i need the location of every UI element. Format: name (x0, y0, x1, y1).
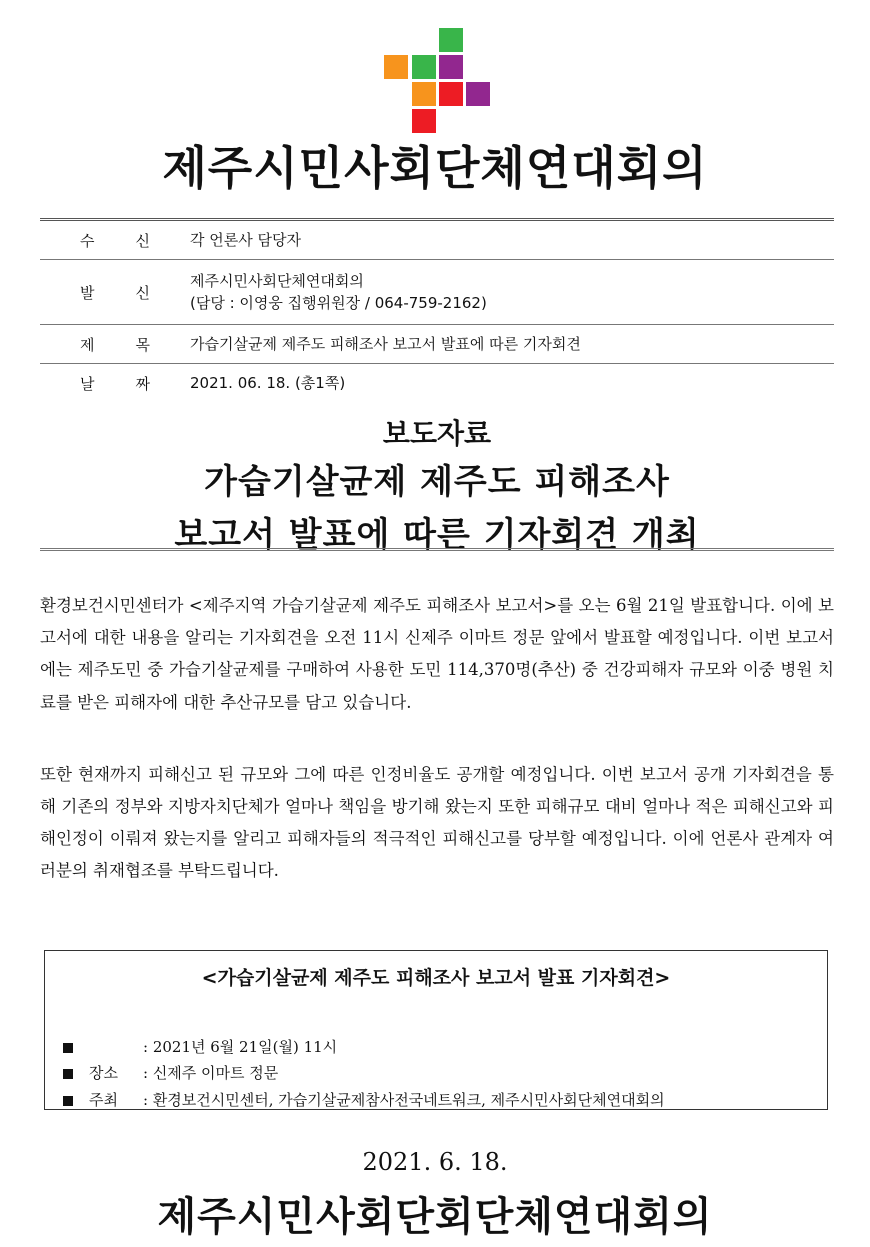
footer-org: 제주시민사회단회단체연대회의 (157, 1194, 713, 1240)
square-bullet-icon (63, 1043, 73, 1053)
event-title: <가습기살균제 제주도 피해조사 보고서 발표 기자회견> (201, 967, 671, 989)
meta-key: 수 신 (80, 231, 150, 250)
square-bullet-icon (63, 1096, 73, 1106)
event-item-place: 장소 : 신제주 이마트 정문 (59, 1060, 827, 1086)
title-line-2: 보고서 발표에 따른 기자회견 개최 (174, 514, 700, 555)
logo-square (412, 109, 436, 133)
paragraph-1: 환경보건시민센터가 <제주지역 가습기살균제 제주도 피해조사 보고서>를 오는 6월 21일 발표합니다. 이에 보고서에 대한 내용을 알리는 기자회견을 오전 11시 신제주 이마트 정문 앞에서 발표할 예정입니다. 이번 보고서에는 제주도민 중 가습기살균제를 구매하여 사용한 도민 114,370명(추산) 중 건강피해자 규모와 이중 병원 치료를 받은 피해자에 대한 추산규모를 담고 있습니다. (40, 596, 834, 712)
footer-date: 2021. 6. 18. (362, 1148, 508, 1176)
event-item-datetime: : 2021년 6월 21일(월) 11시 (59, 1034, 827, 1060)
logo-square (439, 28, 463, 52)
event-info-box (44, 950, 828, 1110)
title-line-1: 가습기살균제 제주도 피해조사 (204, 462, 670, 502)
meta-key: 날 짜 (80, 374, 150, 393)
meta-value: 제주시민사회단체연대회의 (담당 : 이영웅 집행위원장 / 064-759-2162) (190, 271, 487, 312)
meta-value: 2021. 06. 18. (총1쪽) (190, 373, 346, 392)
logo-square (439, 55, 463, 79)
meta-key: 제 목 (80, 335, 150, 354)
logo-square (439, 82, 463, 106)
press-release-label: 보도자료 (382, 417, 492, 450)
logo-mark (384, 28, 494, 138)
event-item-host: 주최 : 환경보건시민센터, 가습기살균제참사전국네트워크, 제주시민사회단체연대회의 (59, 1087, 827, 1113)
org-logo-text: 제주시민사회단체연대회의 (162, 141, 708, 195)
logo-square (466, 82, 490, 106)
press-title (40, 412, 834, 561)
logo-square (412, 82, 436, 106)
meta-row-date (40, 364, 834, 402)
meta-row-recipient (40, 221, 834, 260)
meta-row-sender (40, 260, 834, 325)
org-logo (0, 0, 870, 200)
meta-value: 가습기살균제 제주도 피해조사 보고서 발표에 따른 기자회견 (190, 334, 581, 353)
meta-row-subject (40, 325, 834, 364)
logo-square (412, 55, 436, 79)
paragraph-2: 또한 현재까지 피해신고 된 규모와 그에 따른 인정비율도 공개할 예정입니다. 이번 보고서 공개 기자회견을 통해 기존의 정부와 지방자치단체가 얼마나 책임을 방기해 왔는지 또한 피해규모 대비 얼마나 적은 피해신고와 피해인정이 이뤄져 왔는지를 알리고 피해자들의 적극적인 피해신고를 당부할 예정입니다. 이에 언론사 관계자 여러분의 취재협조를 부탁드립니다. (40, 764, 834, 881)
meta-value: 각 언론사 담당자 (190, 230, 301, 249)
title-divider (40, 548, 834, 551)
meta-table (40, 218, 834, 402)
body-text (40, 590, 834, 927)
meta-key: 발 신 (80, 283, 150, 302)
logo-square (384, 55, 408, 79)
square-bullet-icon (63, 1069, 73, 1079)
event-list (59, 1034, 827, 1113)
